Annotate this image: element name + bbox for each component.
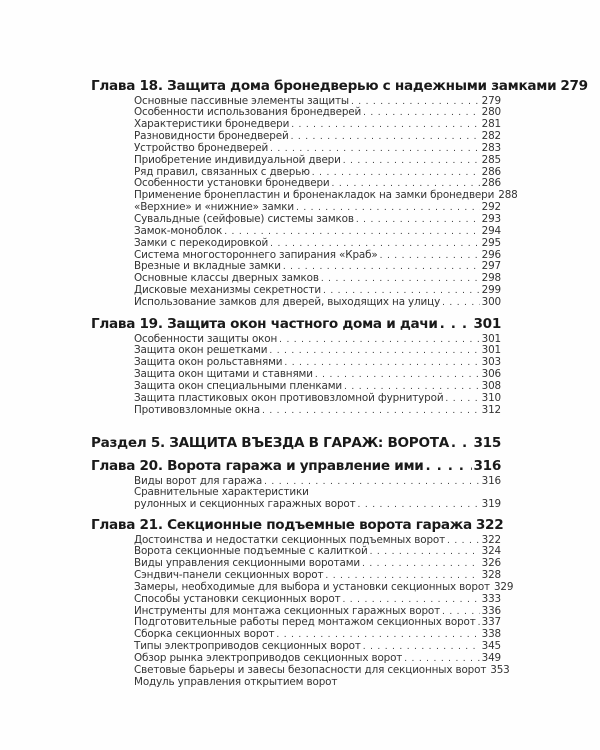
entry-page-number: 301 xyxy=(481,344,501,357)
entry-title: Ворота секционные подъемные с калиткой xyxy=(134,545,368,558)
entry-title: Разновидности бронедверей xyxy=(134,130,289,143)
entry-page-number: 324 xyxy=(481,545,501,558)
dot-leader xyxy=(358,500,480,510)
dot-leader xyxy=(451,435,472,451)
dot-leader xyxy=(264,477,480,487)
entry-title: Особенности установки бронедвери xyxy=(134,177,330,190)
toc-entry xyxy=(134,201,501,213)
entry-page-number: 316 xyxy=(481,474,501,487)
entry-title: Достоинства и недостатки секционных подъемных ворот xyxy=(134,533,446,546)
entry-page-number: 282 xyxy=(481,130,501,143)
toc-entry xyxy=(134,486,501,498)
entry-page-number: 337 xyxy=(481,616,501,629)
dot-leader xyxy=(442,607,480,617)
entry-page-number: 328 xyxy=(481,569,501,582)
entry-page-number: 293 xyxy=(481,213,501,225)
entry-title: Виды управления секционными воротами xyxy=(134,557,361,570)
entry-title: Основные классы дверных замков xyxy=(134,272,319,285)
dot-leader xyxy=(445,394,479,404)
heading-page-number: 279 xyxy=(560,78,588,94)
toc-chapter-heading xyxy=(91,458,501,474)
entry-page-number: 308 xyxy=(481,379,501,392)
entry-title: Модуль управления открытием ворот xyxy=(134,675,338,688)
dot-leader xyxy=(270,239,479,249)
toc-entry xyxy=(134,284,501,296)
toc-entry xyxy=(134,213,501,225)
entry-title: Защита окон щитами и ставнями xyxy=(134,368,313,381)
entry-title: Основные пассивные элементы защиты xyxy=(134,94,349,107)
toc-entry xyxy=(134,189,518,202)
entry-title: Устройство бронедверей xyxy=(134,141,269,154)
entry-title: Виды ворот для гаража xyxy=(134,474,263,487)
entry-page-number: 281 xyxy=(481,118,501,131)
entry-title: Замок-моноблок xyxy=(134,224,223,237)
toc-chapter-heading xyxy=(91,78,588,94)
heading-title: Глава 20. Ворота гаража и управление ими xyxy=(91,458,424,474)
toc-entry xyxy=(134,580,514,593)
dot-leader xyxy=(344,382,480,392)
dot-leader xyxy=(404,654,479,664)
heading-title: Глава 18. Защита дома бронедверью с надежными замками xyxy=(91,78,557,94)
toc-entry xyxy=(134,249,501,261)
dot-leader xyxy=(363,642,480,652)
toc-entry xyxy=(134,663,510,676)
dot-leader xyxy=(363,108,480,118)
dot-leader xyxy=(312,168,480,178)
toc-entry xyxy=(134,272,501,284)
toc-entry xyxy=(134,652,501,664)
toc-entry xyxy=(134,368,501,380)
entry-title: Типы электроприводов секционных ворот xyxy=(134,640,361,653)
toc-entry xyxy=(134,142,501,154)
entry-page-number: 353 xyxy=(490,663,510,676)
entry-title: Особенности использования бронедверей xyxy=(134,106,362,119)
dot-leader xyxy=(440,316,472,332)
entry-page-number: 333 xyxy=(481,592,501,605)
entry-page-number: 280 xyxy=(481,106,501,119)
dot-leader xyxy=(478,618,480,628)
entry-page-number: 300 xyxy=(481,295,501,308)
entry-page-number: 322 xyxy=(481,533,501,546)
entry-title: Характеристики бронедвери xyxy=(134,118,290,131)
entry-page-number: 319 xyxy=(481,498,501,511)
dot-leader xyxy=(356,215,480,225)
dot-leader xyxy=(262,406,480,416)
heading-page-number: 316 xyxy=(473,458,501,474)
dot-leader xyxy=(370,547,480,557)
toc-entry xyxy=(134,498,501,510)
dot-leader xyxy=(315,370,480,380)
dot-leader xyxy=(325,571,479,581)
entry-title: Защита окон решетками xyxy=(134,344,268,357)
entry-title: Сэндвич-панели секционных ворот xyxy=(134,569,324,582)
entry-page-number: 329 xyxy=(493,580,514,593)
entry-title: Противовзломные окна xyxy=(134,403,261,416)
toc-entry xyxy=(134,154,501,166)
toc-entry xyxy=(134,95,501,107)
heading-page-number: 315 xyxy=(473,435,501,451)
entry-title: Защита пластиковых окон противовзломной фурнитурой xyxy=(134,391,444,404)
toc-entry xyxy=(134,640,501,652)
entry-title: Ряд правил, связанных с дверью xyxy=(134,165,310,178)
toc-entry xyxy=(134,545,501,557)
dot-leader xyxy=(291,120,479,130)
dot-leader xyxy=(362,559,480,569)
heading-page-number: 322 xyxy=(475,517,504,533)
toc-entry xyxy=(134,593,501,605)
entry-title: «Верхние» и «нижние» замки xyxy=(134,201,295,214)
dot-leader xyxy=(321,274,480,284)
toc-entry xyxy=(134,333,501,345)
entry-page-number: 336 xyxy=(481,604,501,617)
heading-title: Раздел 5. ЗАЩИТА ВЪЕЗДА В ГАРАЖ: ВОРОТА xyxy=(91,435,449,451)
entry-page-number: 286 xyxy=(481,165,501,178)
dot-leader xyxy=(291,132,480,142)
toc-entry xyxy=(134,392,501,404)
toc-entry xyxy=(134,605,501,617)
toc-entry xyxy=(134,569,501,581)
toc-entry xyxy=(134,130,501,142)
dot-leader xyxy=(426,458,472,474)
toc-entry xyxy=(134,237,501,249)
toc-entry xyxy=(134,534,501,546)
toc-entry xyxy=(134,106,501,118)
entry-page-number: 310 xyxy=(481,391,501,404)
heading-title: Глава 19. Защита окон частного дома и дачи xyxy=(91,316,438,332)
entry-title: Обзор рынка электроприводов секционных ворот xyxy=(134,652,403,664)
entry-title: Применение бронепластин и броненакладок на замки бронедвери xyxy=(134,189,495,202)
dot-leader xyxy=(442,298,480,308)
heading-page-number: 301 xyxy=(473,316,501,332)
entry-page-number: 285 xyxy=(481,153,501,166)
dot-leader xyxy=(283,262,480,272)
entry-page-number: 338 xyxy=(481,628,501,641)
entry-title: Особенности защиты окон xyxy=(134,332,278,345)
entry-page-number: 279 xyxy=(481,94,501,107)
entry-title: рулонных и секционных гаражных ворот xyxy=(134,498,356,511)
entry-title: Замеры, необходимые для выбора и установки секционных ворот xyxy=(134,580,490,593)
dot-leader xyxy=(284,358,479,368)
toc-entry xyxy=(134,225,501,237)
dot-leader xyxy=(380,251,480,261)
dot-leader xyxy=(276,630,479,640)
dot-leader xyxy=(323,286,480,296)
toc-section-heading xyxy=(91,435,501,451)
dot-leader xyxy=(351,97,480,107)
entry-page-number: 349 xyxy=(481,652,501,664)
toc-entry xyxy=(134,118,501,130)
entry-title: Система многостороннего запирания «Краб» xyxy=(134,248,378,261)
entry-title: Врезные и вкладные замки xyxy=(134,260,281,273)
dot-leader xyxy=(342,595,479,605)
dot-leader xyxy=(279,335,479,345)
entry-title: Сравнительные характеристики xyxy=(134,486,309,499)
dot-leader xyxy=(296,203,480,213)
toc-entry xyxy=(134,344,501,356)
entry-page-number: 297 xyxy=(481,260,501,273)
entry-page-number: 306 xyxy=(481,368,501,381)
toc-entry xyxy=(134,404,501,416)
toc-entry xyxy=(134,296,501,308)
entry-page-number: 326 xyxy=(481,557,501,570)
toc-entry xyxy=(134,557,501,569)
toc-entry xyxy=(134,676,501,688)
entry-title: Приобретение индивидуальной двери xyxy=(134,153,341,166)
entry-title: Защита окон специальными пленками xyxy=(134,379,343,392)
entry-title: Сувальдные (сейфовые) системы замков xyxy=(134,213,354,225)
toc-entry xyxy=(134,260,501,272)
entry-page-number: 292 xyxy=(481,201,501,214)
entry-page-number: 288 xyxy=(498,189,518,202)
dot-leader xyxy=(269,346,479,356)
toc-entry xyxy=(134,166,501,178)
dot-leader xyxy=(447,536,480,546)
entry-page-number: 295 xyxy=(481,236,501,249)
dot-leader xyxy=(332,179,480,189)
heading-title: Глава 21. Секционные подъемные ворота гаража xyxy=(91,517,472,533)
entry-title: Сборка секционных ворот xyxy=(134,628,275,641)
dot-leader xyxy=(270,144,480,154)
entry-page-number: 296 xyxy=(481,248,501,261)
entry-page-number: 294 xyxy=(481,224,501,237)
entry-title: Подготовительные работы перед монтажом секционных ворот xyxy=(134,616,476,629)
entry-title: Световые барьеры и завесы безопасности для секционных ворот xyxy=(134,663,487,676)
entry-title: Способы установки секционных ворот xyxy=(134,592,341,605)
entry-page-number: 298 xyxy=(481,272,501,285)
entry-page-number: 345 xyxy=(481,640,501,653)
entry-title: Защита окон рольставнями xyxy=(134,356,283,369)
entry-page-number: 286 xyxy=(481,177,501,190)
toc-entry xyxy=(134,628,501,640)
toc-entry xyxy=(134,177,501,189)
toc-entry xyxy=(134,616,501,628)
entry-page-number: 312 xyxy=(481,403,501,416)
entry-title: Дисковые механизмы секретности xyxy=(134,284,321,297)
toc-entry xyxy=(134,356,501,368)
toc-chapter-heading xyxy=(91,517,504,533)
entry-title: Инструменты для монтажа секционных гаражных ворот xyxy=(134,604,441,617)
entry-title: Использование замков для дверей, выходящих на улицу xyxy=(134,295,441,308)
entry-page-number: 283 xyxy=(481,141,501,154)
toc-entry xyxy=(134,380,501,392)
entry-title: Замки с перекодировкой xyxy=(134,236,269,249)
dot-leader xyxy=(224,227,479,237)
entry-page-number: 299 xyxy=(481,284,501,297)
toc-entry xyxy=(134,475,501,487)
entry-page-number: 301 xyxy=(481,332,501,345)
entry-page-number: 303 xyxy=(481,356,501,369)
dot-leader xyxy=(343,156,480,166)
toc-chapter-heading xyxy=(91,316,501,332)
